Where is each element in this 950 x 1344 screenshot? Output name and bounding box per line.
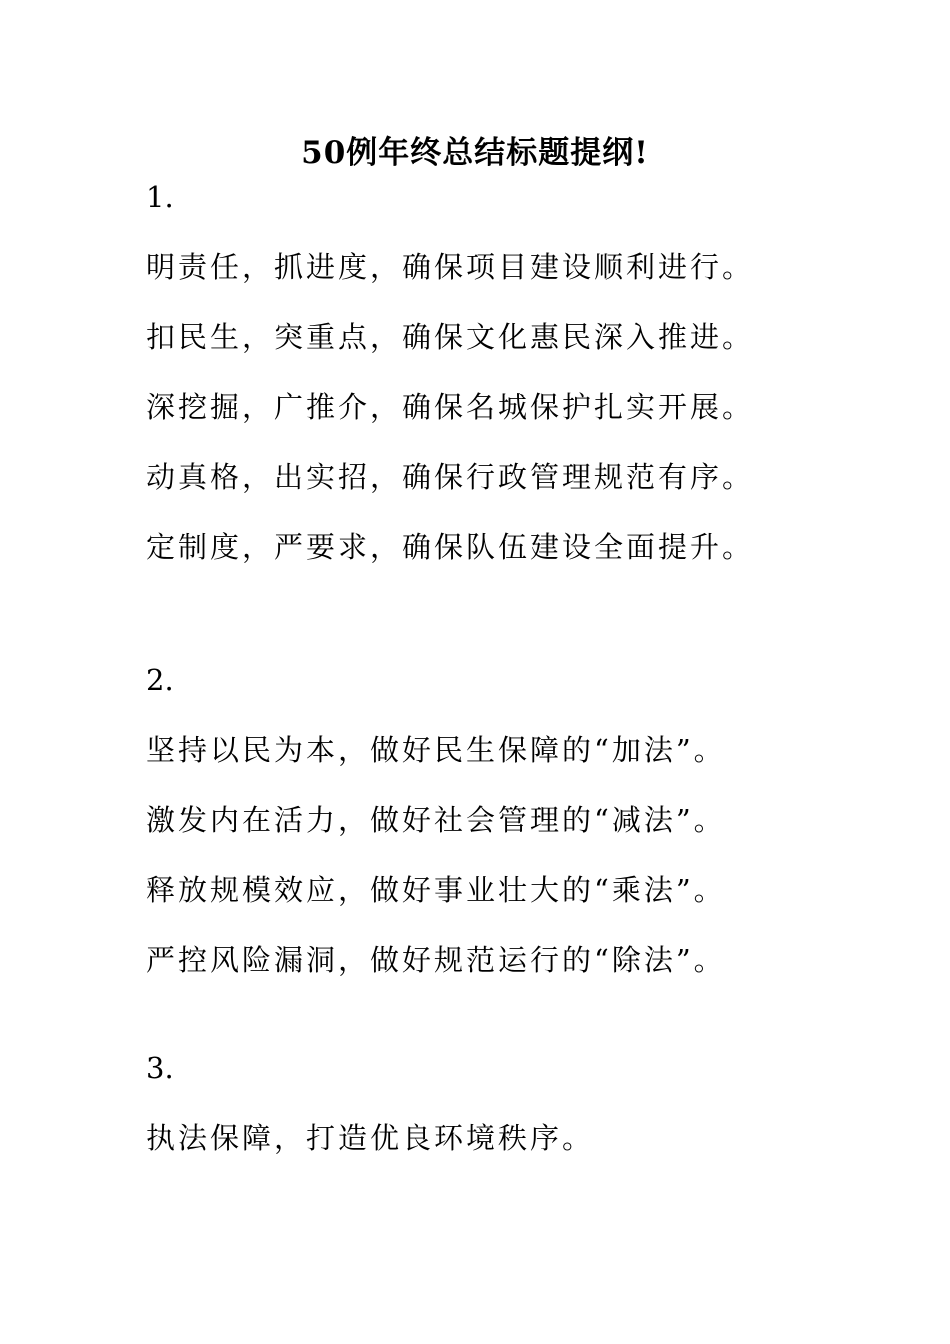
outline-line: 扣民生，突重点，确保文化惠民深入推进。 bbox=[146, 320, 755, 354]
section-2 bbox=[146, 655, 926, 1005]
outline-line: 严控风险漏洞，做好规范运行的“除法”。 bbox=[146, 943, 726, 977]
section-number: 2. bbox=[146, 663, 174, 697]
section-number: 3. bbox=[146, 1051, 174, 1085]
section-number: 1. bbox=[146, 180, 174, 214]
outline-line: 执法保障，打造优良环境秩序。 bbox=[146, 1121, 595, 1155]
outline-line: 明责任，抓进度，确保项目建设顺利进行。 bbox=[146, 250, 755, 284]
outline-line: 激发内在活力，做好社会管理的“减法”。 bbox=[146, 803, 726, 837]
document-title: 50例年终总结标题提纲! bbox=[301, 135, 649, 171]
section-3 bbox=[146, 1043, 926, 1183]
outline-line: 深挖掘，广推介，确保名城保护扎实开展。 bbox=[146, 390, 755, 424]
outline-line: 释放规模效应，做好事业壮大的“乘法”。 bbox=[146, 873, 726, 907]
section-1 bbox=[146, 172, 926, 592]
outline-line: 坚持以民为本，做好民生保障的“加法”。 bbox=[146, 733, 726, 767]
outline-line: 定制度，严要求，确保队伍建设全面提升。 bbox=[146, 530, 755, 564]
outline-line: 动真格，出实招，确保行政管理规范有序。 bbox=[146, 460, 755, 494]
